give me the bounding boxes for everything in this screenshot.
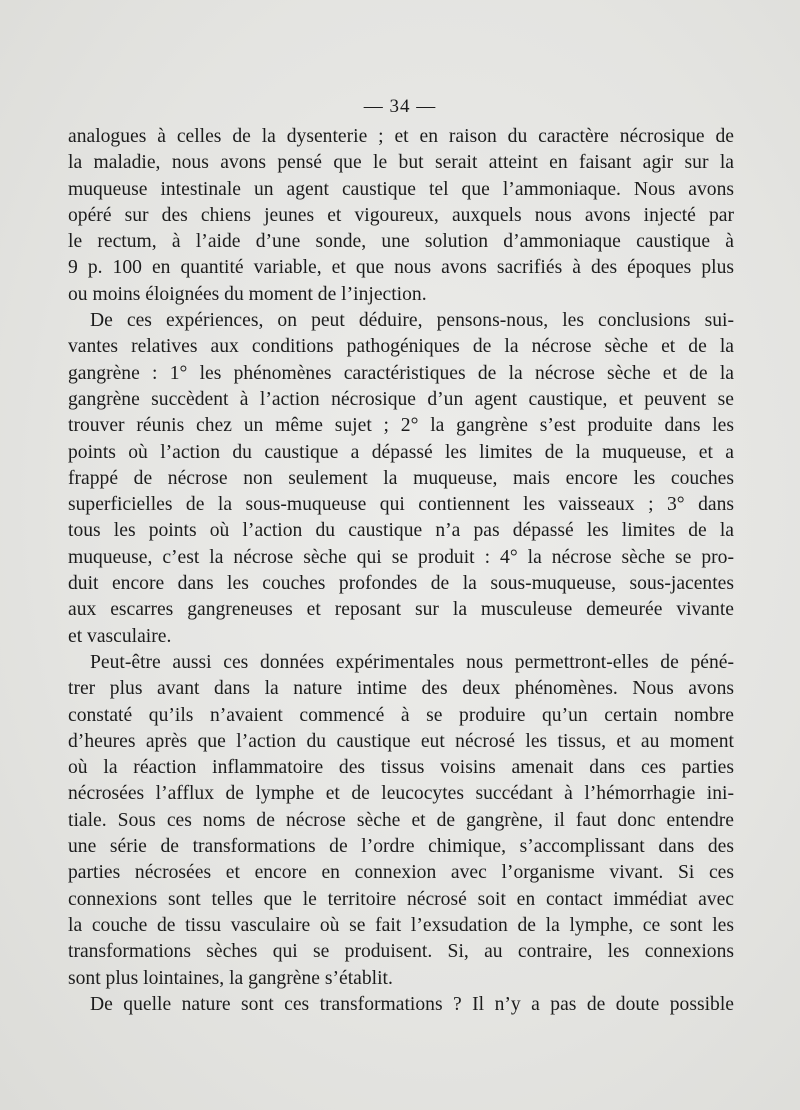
text-line: opéré sur des chiens jeunes et vigoureux, auxquels nous avons injecté par <box>68 204 734 226</box>
text-line: superficielles de la sous-muqueuse qui contiennent les vaisseaux ; 3° dans <box>68 494 734 516</box>
text-line: ou moins éloignées du moment de l’injection. <box>68 283 427 305</box>
text-line: d’heures après que l’action du caustique eut nécrosé les tissus, et au moment <box>68 730 734 752</box>
text-line: 9 p. 100 en quantité variable, et que nous avons sacrifiés à des époques plus <box>68 257 734 279</box>
text-line: muqueuse intestinale un agent caustique tel que l’ammoniaque. Nous avons <box>68 178 734 200</box>
text-line: points où l’action du caustique a dépassé les limites de la muqueuse, et a <box>68 441 734 463</box>
page-number: — 34 — <box>363 96 437 117</box>
text-line: et vasculaire. <box>68 625 172 647</box>
text-line: Peut-être aussi ces données expérimentales nous permettront-elles de péné- <box>90 651 734 673</box>
text-line: où la réaction inflammatoire des tissus voisins amenait dans ces parties <box>68 757 734 779</box>
body-text <box>68 124 734 1018</box>
text-line: duit encore dans les couches profondes de la sous-muqueuse, sous-jacentes <box>68 573 734 595</box>
text-line: sont plus lointaines, la gangrène s’établit. <box>68 967 393 989</box>
text-line: frappé de nécrose non seulement la muqueuse, mais encore les couches <box>68 467 734 489</box>
paragraph-4 <box>68 992 734 1018</box>
text-line: une série de transformations de l’ordre chimique, s’accomplissant dans des <box>68 836 734 858</box>
text-line: aux escarres gangreneuses et reposant sur la musculeuse demeurée vivante <box>68 599 734 621</box>
text-line: De quelle nature sont ces transformations ? Il n’y a pas de doute possible <box>90 993 734 1015</box>
text-line: muqueuse, c’est la nécrose sèche qui se produit : 4° la nécrose sèche se pro- <box>68 546 734 568</box>
text-line: trouver réunis chez un même sujet ; 2° la gangrène s’est produite dans les <box>68 415 734 437</box>
text-line: le rectum, à l’aide d’une sonde, une solution d’ammoniaque caustique à <box>68 231 734 253</box>
text-line: tous les points où l’action du caustique n’a pas dépassé les limites de la <box>68 520 734 542</box>
text-line: parties nécrosées et encore en connexion avec l’organisme vivant. Si ces <box>68 862 734 884</box>
text-line: gangrène : 1° les phénomènes caractéristiques de la nécrose sèche et de la <box>68 362 734 384</box>
text-line: connexions sont telles que le territoire nécrosé soit en contact immédiat avec <box>68 888 734 910</box>
text-line: trer plus avant dans la nature intime des deux phénomènes. Nous avons <box>68 678 734 700</box>
text-line: constaté qu’ils n’avaient commencé à se produire qu’un certain nombre <box>68 704 734 726</box>
text-line: nécrosées l’afflux de lymphe et de leucocytes succédant à l’hémorrhagie ini- <box>68 783 734 805</box>
paragraph-3 <box>68 650 734 992</box>
text-line: gangrène succèdent à l’action nécrosique d’un agent caustique, et peuvent se <box>68 388 734 410</box>
text-line: transformations sèches qui se produisent. Si, au contraire, les connexions <box>68 941 734 963</box>
text-line: la couche de tissu vasculaire où se fait l’exsudation de la lymphe, ce sont les <box>68 914 734 936</box>
text-line: vantes relatives aux conditions pathogéniques de la nécrose sèche et de la <box>68 336 734 358</box>
text-line: analogues à celles de la dysenterie ; et en raison du caractère nécrosique de <box>68 126 734 147</box>
paragraph-1 <box>68 124 734 308</box>
paragraph-2 <box>68 308 734 650</box>
text-line: la maladie, nous avons pensé que le but serait atteint en faisant agir sur la <box>68 152 734 174</box>
text-line: tiale. Sous ces noms de nécrose sèche et de gangrène, il faut donc entendre <box>68 809 734 831</box>
text-line: De ces expériences, on peut déduire, pensons-nous, les conclusions sui- <box>90 310 734 332</box>
